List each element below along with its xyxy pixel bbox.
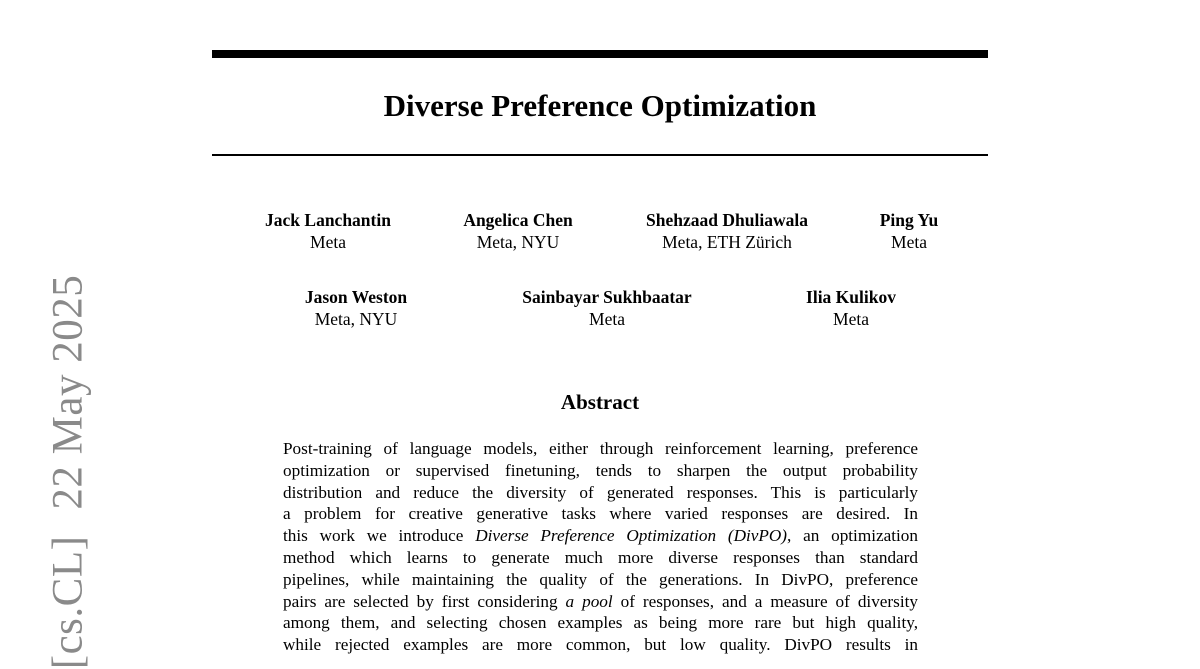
author-block: [646, 209, 808, 253]
author-block: [880, 209, 939, 253]
author-block: [265, 209, 391, 253]
abstract-line: this work we introduce Diverse Preference Optimization (DivPO), an optimization: [283, 526, 918, 546]
abstract-line: pipelines, while maintaining the quality of the generations. In DivPO, preference: [283, 569, 918, 589]
emphasized-term: a pool: [565, 591, 613, 611]
author-block: [305, 286, 407, 330]
emphasized-method-name: Diverse Preference Optimization (DivPO): [475, 526, 788, 546]
author-name: Ilia Kulikov: [806, 287, 896, 307]
abstract-line: method which learns to generate much more diverse responses than standard: [283, 547, 918, 567]
arxiv-category: [cs.CL]: [44, 535, 92, 669]
abstract-line: optimization or supervised finetuning, tends to sharpen the output probability: [283, 460, 918, 480]
author-affiliation: Meta: [310, 232, 346, 252]
abstract-line: a problem for creative generative tasks where varied responses are desired. In: [283, 504, 918, 524]
author-affiliation: Meta: [891, 232, 927, 252]
author-name: Sainbayar Sukhbaatar: [522, 287, 692, 307]
abstract-line: pairs are selected by first considering a pool of responses, and a measure of diversity: [283, 591, 918, 611]
title-bottom-rule: [212, 154, 988, 156]
author-affiliation: Meta, ETH Zürich: [662, 232, 792, 252]
abstract-line: Post-training of language models, either through reinforcement learning, preference: [283, 439, 918, 458]
paper-title: Diverse Preference Optimization: [383, 88, 817, 123]
author-name: Angelica Chen: [463, 210, 573, 230]
arxiv-identifier-stamp: [44, 275, 93, 669]
title-top-rule: [212, 50, 988, 58]
abstract-line: among them, and selecting chosen examples as being more rare but high quality,: [283, 613, 918, 633]
author-affiliation: Meta: [589, 309, 625, 329]
author-affiliation: Meta: [833, 309, 869, 329]
author-name: Shehzaad Dhuliawala: [646, 210, 808, 230]
author-affiliation: Meta, NYU: [314, 309, 398, 329]
abstract-text: [283, 438, 918, 656]
author-name: Ping Yu: [879, 210, 939, 230]
abstract-line: distribution and reduce the diversity of generated responses. This is particularly: [283, 482, 918, 502]
author-name: Jason Weston: [304, 287, 408, 307]
author-block: [806, 286, 896, 330]
author-name: Jack Lanchantin: [265, 210, 391, 230]
author-affiliation: Meta, NYU: [476, 232, 560, 252]
arxiv-date: 22 May 2025: [44, 274, 92, 510]
author-block: [522, 286, 691, 330]
abstract-heading: Abstract: [560, 390, 640, 414]
author-block: [463, 209, 572, 253]
abstract-line: while rejected examples are more common, but low quality. DivPO results in: [283, 635, 918, 655]
